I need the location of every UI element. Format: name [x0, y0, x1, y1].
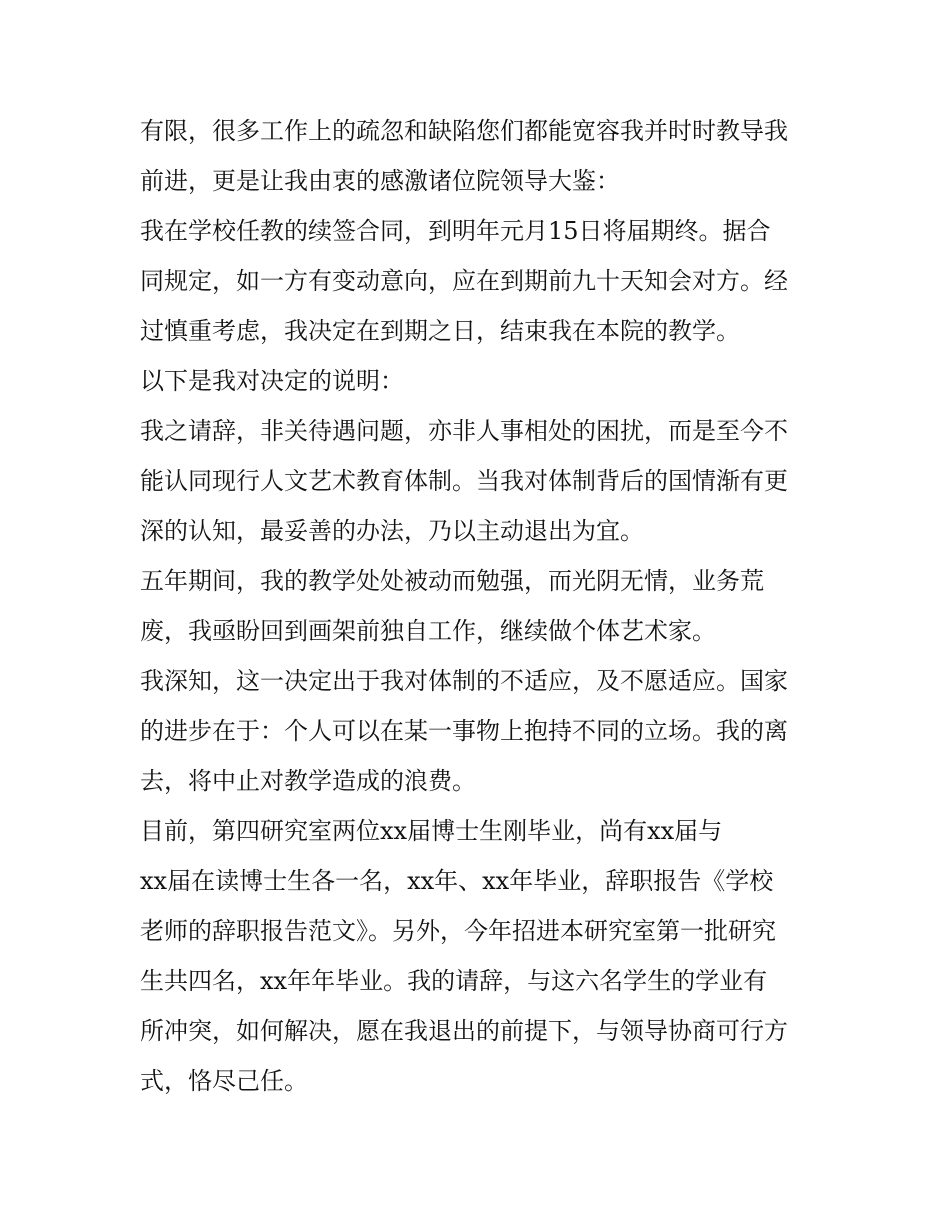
text-line: 目前，第四研究室两位xx届博士生刚毕业，尚有xx届与 — [140, 817, 723, 845]
text-line: 老师的辞职报告范文》。另外，今年招进本研究室第一批研究 — [140, 917, 776, 945]
text-line: 生共四名，xx年年毕业。我的请辞，与这六名学生的学业有 — [140, 967, 768, 995]
text-line: 废，我亟盼回到画架前独自工作，继续做个体艺术家。 — [140, 617, 716, 645]
text-line: 以下是我对决定的说明： — [140, 367, 404, 395]
text-line: 有限，很多工作上的疏忽和缺陷您们都能宽容我并时时教导我 — [140, 117, 788, 145]
text-line: 能认同现行人文艺术教育体制。当我对体制背后的国情渐有更 — [140, 467, 788, 495]
text-line: 我深知，这一决定出于我对体制的不适应，及不愿适应。国家 — [140, 667, 788, 695]
text-line: 深的认知，最妥善的办法，乃以主动退出为宜。 — [140, 517, 644, 545]
body-text — [140, 106, 820, 1106]
text-line: 过慎重考虑，我决定在到期之日，结束我在本院的教学。 — [140, 317, 740, 345]
text-line: 去，将中止对教学造成的浪费。 — [140, 767, 476, 795]
text-line: 的进步在于：个人可以在某一事物上抱持不同的立场。我的离 — [140, 717, 788, 745]
text-line: 同规定，如一方有变动意向，应在到期前九十天知会对方。经 — [140, 267, 788, 295]
text-line: 所冲突，如何解决，愿在我退出的前提下，与领导协商可行方 — [140, 1017, 788, 1045]
text-line: 五年期间，我的教学处处被动而勉强，而光阴无情，业务荒 — [140, 567, 764, 595]
text-line: 前进，更是让我由衷的感激诸位院领导大鉴： — [140, 167, 620, 195]
text-line: 我之请辞，非关待遇问题，亦非人事相处的困扰，而是至今不 — [140, 417, 788, 445]
text-line: 我在学校任教的续签合同，到明年元月15日将届期终。据合 — [140, 217, 771, 245]
text-line: 式，恪尽己任。 — [140, 1067, 308, 1095]
text-line: xx届在读博士生各一名，xx年、xx年毕业，辞职报告《学校 — [140, 867, 774, 895]
